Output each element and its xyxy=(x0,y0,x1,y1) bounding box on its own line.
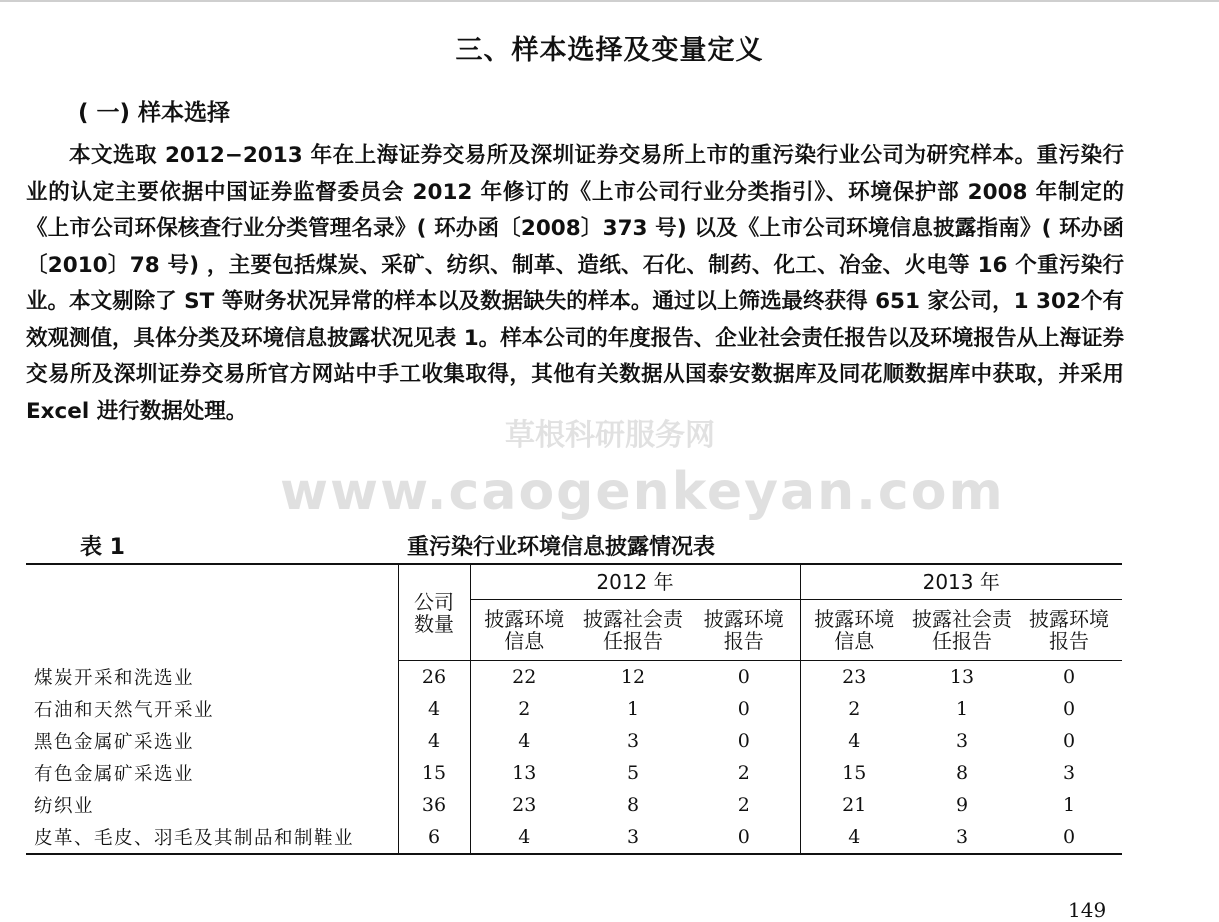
header-2013-csr-report: 披露社会责任报告 xyxy=(908,600,1016,661)
header-2012-env-report: 披露环境报告 xyxy=(688,600,800,661)
industry-name: 有色金属矿采选业 xyxy=(34,764,195,785)
table-row xyxy=(26,725,1122,757)
watermark-text: 草根科研服务网 xyxy=(505,418,715,453)
header-industry xyxy=(26,564,398,661)
cell-2012-env-report: 0 xyxy=(737,730,750,752)
cell-2013-env-info: 4 xyxy=(800,725,908,757)
company-count: 4 xyxy=(398,693,470,725)
cell-2012-env-info: 22 xyxy=(470,661,578,694)
header-year-2012: 2012 年 xyxy=(470,564,800,600)
cell-2013-env-info: 21 xyxy=(800,789,908,821)
cell-2013-csr-report: 9 xyxy=(955,794,969,816)
cell-2013-env-report: 0 xyxy=(1062,730,1076,752)
cell-2013-csr-report: 3 xyxy=(955,730,969,752)
section-title: 三、样本选择及变量定义 xyxy=(455,35,764,66)
disclosure-table xyxy=(26,563,1122,855)
cell-2013-csr-report: 1 xyxy=(955,698,969,720)
cell-2013-csr-report: 13 xyxy=(949,666,975,688)
header-2013-env-report: 披露环境报告 xyxy=(1016,600,1122,661)
cell-2012-env-info: 13 xyxy=(470,757,578,789)
cell-2012-env-report: 2 xyxy=(737,794,750,816)
cell-2012-csr-report: 3 xyxy=(626,730,640,752)
industry-name: 煤炭开采和洗选业 xyxy=(34,667,195,689)
industry-name: 黑色金属矿采选业 xyxy=(34,732,195,753)
cell-2013-env-report: 0 xyxy=(1062,666,1076,688)
page-top-rule xyxy=(0,0,1219,2)
cell-2012-env-info: 4 xyxy=(470,821,578,854)
cell-2013-env-report: 3 xyxy=(1062,762,1076,784)
table-row xyxy=(26,693,1122,725)
company-count: 36 xyxy=(398,789,470,821)
watermark-url: www.caogenkeyan.com xyxy=(280,462,1005,522)
cell-2012-env-info: 2 xyxy=(470,693,578,725)
cell-2012-csr-report: 12 xyxy=(620,666,646,688)
cell-2013-env-report: 0 xyxy=(1062,826,1076,848)
cell-2013-env-report: 0 xyxy=(1062,698,1076,720)
cell-2012-env-report: 0 xyxy=(737,698,750,720)
body-paragraph: 本文选取 2012−2013 年在上海证券交易所及深圳证券交易所上市的重污染行业公司为研究样本。重污染行业的认定主要依据中国证券监督委员会 2012 年修订的《上市公司行业分类指引》、环境保护部 2008 年制定的《上市公司环保核查行业分类管理名录》( 环办函〔2008〕373 号) 以及《上市公司环境信息披露指南》( 环办函〔2010〕78 号) ，主要包括煤炭、采矿、纺织、制革、造纸、石化、制药、化工、冶金、火电等 16 个重污染行业。本文剔除了 ST 等财务状况异常的样本以及数据缺失的样本。通过以上筛选最终获得 651 家公司，1 302个有效观测值，具体分类及环境信息披露状况见表 1。样本公司的年度报告、企业社会责任报告以及环境报告从上海证券交易所及深圳证券交易所官方网站中手工收集取得，其他有关数据从国泰安数据库及同花顺数据库中获取，并采用 Excel 进行数据处理。 xyxy=(26,143,1124,424)
subsection-title: ( 一) 样本选择 xyxy=(78,100,231,126)
company-count: 15 xyxy=(398,757,470,789)
header-2013-env-info: 披露环境信息 xyxy=(800,600,908,661)
company-count: 4 xyxy=(398,725,470,757)
cell-2012-csr-report: 5 xyxy=(626,762,640,784)
company-count: 26 xyxy=(398,661,470,694)
cell-2013-env-report: 1 xyxy=(1062,794,1076,816)
cell-2013-env-info: 15 xyxy=(800,757,908,789)
cell-2012-csr-report: 1 xyxy=(626,698,640,720)
industry-name: 皮革、毛皮、羽毛及其制品和制鞋业 xyxy=(34,828,355,849)
cell-2013-csr-report: 3 xyxy=(955,826,969,848)
cell-2012-env-report: 0 xyxy=(737,666,750,688)
header-company-count: 公司数量 xyxy=(398,564,470,661)
table-caption: 重污染行业环境信息披露情况表 xyxy=(407,535,716,560)
header-year-2013: 2013 年 xyxy=(800,564,1122,600)
company-count: 6 xyxy=(398,821,470,854)
table-row xyxy=(26,821,1122,854)
header-2012-env-info: 披露环境信息 xyxy=(470,600,578,661)
page-number: 149 xyxy=(1068,898,1107,922)
cell-2012-csr-report: 8 xyxy=(626,794,640,816)
cell-2012-env-report: 2 xyxy=(737,762,750,784)
cell-2012-env-info: 23 xyxy=(470,789,578,821)
cell-2013-csr-report: 8 xyxy=(955,762,969,784)
table-row xyxy=(26,757,1122,789)
cell-2012-env-info: 4 xyxy=(470,725,578,757)
table-row xyxy=(26,789,1122,821)
cell-2013-env-info: 4 xyxy=(800,821,908,854)
cell-2013-env-info: 23 xyxy=(800,661,908,694)
industry-name: 石油和天然气开采业 xyxy=(34,700,215,721)
cell-2012-csr-report: 3 xyxy=(626,826,640,848)
cell-2013-env-info: 2 xyxy=(800,693,908,725)
industry-name: 纺织业 xyxy=(34,796,95,817)
header-2012-csr-report: 披露社会责任报告 xyxy=(578,600,688,661)
table-label: 表 1 xyxy=(80,535,125,560)
cell-2012-env-report: 0 xyxy=(737,826,750,848)
table-row xyxy=(26,661,1122,694)
